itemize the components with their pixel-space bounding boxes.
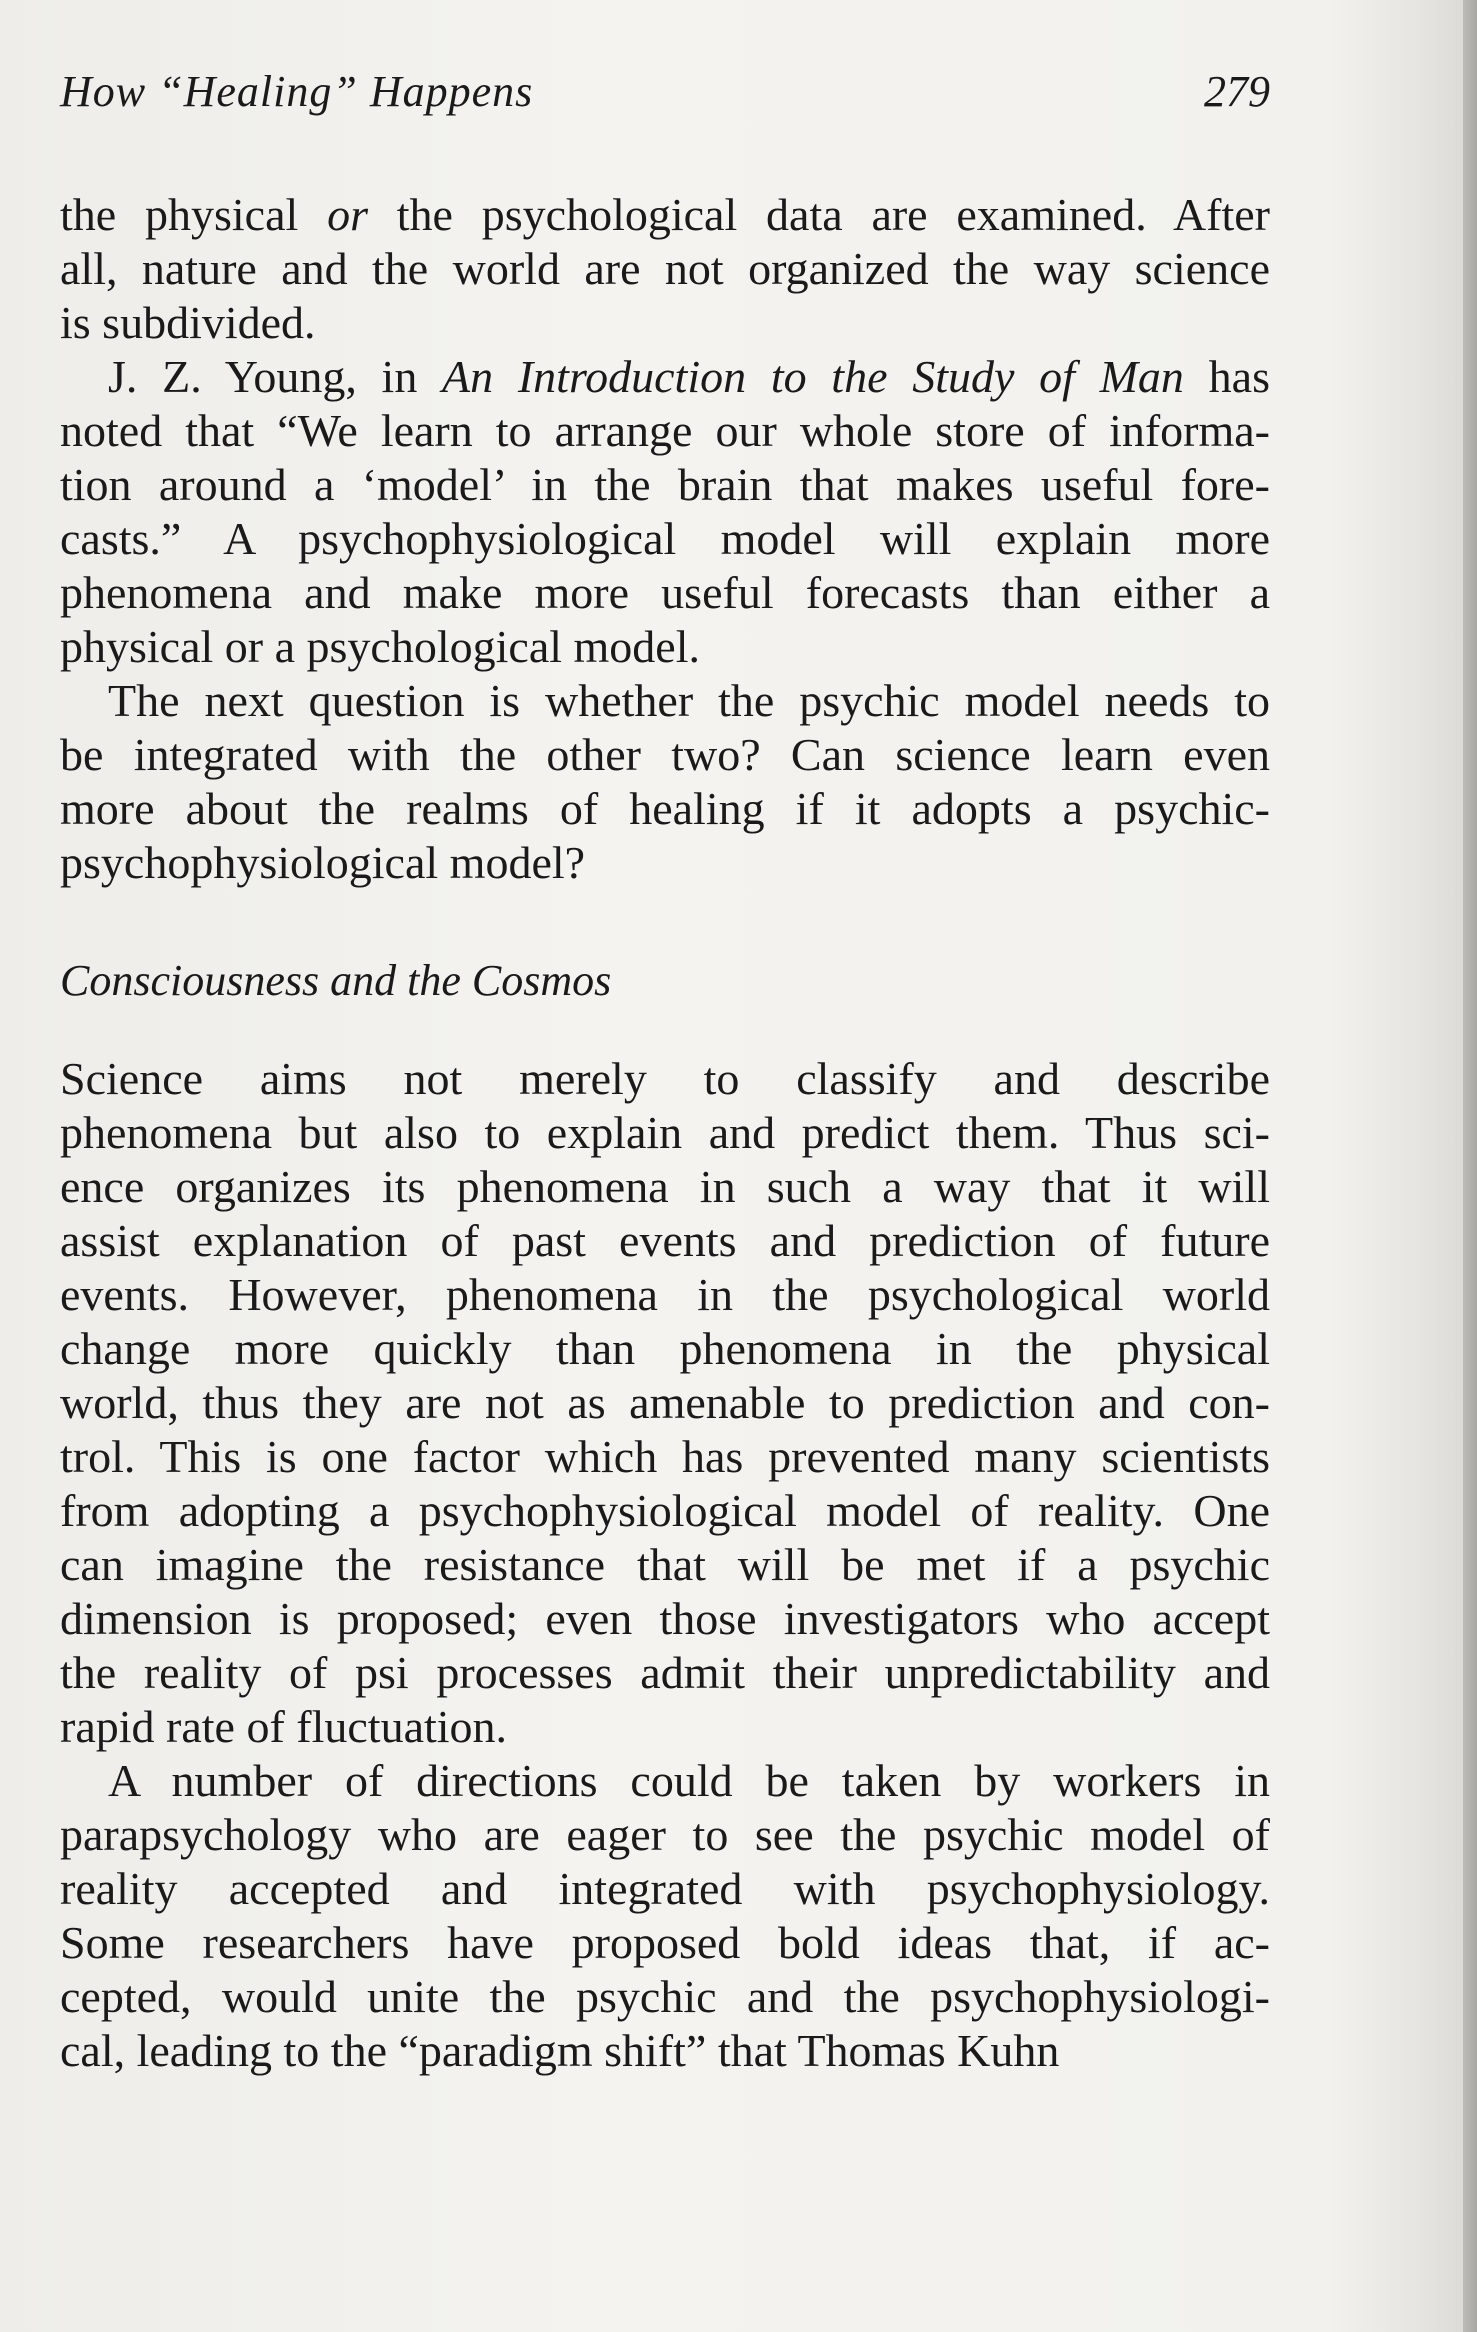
text-line: phenomena but also to explain and predict them. Thus sci- — [60, 1107, 1270, 1158]
text-line: J. Z. Young, in An Introduction to the Study of Man has — [108, 351, 1270, 402]
text-line: ence organizes its phenomena in such a way that it will — [60, 1161, 1270, 1212]
text-line: is subdivided. — [60, 297, 316, 348]
text-line: tion around a ‘model’ in the brain that makes useful fore- — [60, 459, 1270, 510]
page-number: 279 — [1204, 67, 1270, 116]
text-line: the reality of psi processes admit their unpredictability and — [60, 1647, 1270, 1698]
text-line: assist explanation of past events and prediction of future — [60, 1215, 1270, 1266]
text-line: world, thus they are not as amenable to prediction and con- — [60, 1377, 1270, 1428]
opening-paragraphs — [60, 188, 1270, 890]
text-line: physical or a psychological model. — [60, 621, 701, 672]
text-line: cepted, would unite the psychic and the psychophysiologi- — [60, 1971, 1270, 2022]
text-line: psychophysiological model? — [60, 837, 586, 888]
text-line: be integrated with the other two? Can science learn even — [60, 729, 1270, 780]
text-line: more about the realms of healing if it adopts a psychic- — [60, 783, 1270, 834]
text-line: parapsychology who are eager to see the psychic model of — [60, 1809, 1270, 1860]
text-line: all, nature and the world are not organized the way science — [60, 243, 1270, 294]
text-line: A number of directions could be taken by workers in — [108, 1755, 1270, 1806]
paragraph — [60, 188, 1270, 350]
text-line: from adopting a psychophysiological model of reality. One — [60, 1485, 1270, 1536]
text-line: reality accepted and integrated with psychophysiology. — [60, 1863, 1270, 1914]
italic-text: An Introduction to the Study of Man — [442, 351, 1184, 402]
italic-text: or — [327, 189, 368, 240]
paragraph — [60, 674, 1270, 890]
text-line: events. However, phenomena in the psychological world — [60, 1269, 1270, 1320]
page-edge-shadow — [1463, 0, 1477, 2332]
body-text — [60, 188, 1270, 2078]
paragraph — [60, 350, 1270, 674]
text-line: dimension is proposed; even those investigators who accept — [60, 1593, 1270, 1644]
text-line: The next question is whether the psychic model needs to — [108, 675, 1270, 726]
running-head — [60, 66, 1270, 126]
text-line: rapid rate of fluctuation. — [60, 1701, 508, 1752]
text-line: the physical or the psychological data are examined. After — [60, 189, 1270, 240]
text-line: Science aims not merely to classify and describe — [60, 1053, 1270, 1104]
section-paragraphs — [60, 1052, 1270, 2078]
text-line: trol. This is one factor which has prevented many scientists — [60, 1431, 1270, 1482]
text-line: noted that “We learn to arrange our whole store of informa- — [60, 405, 1270, 456]
text-line: casts.” A psychophysiological model will explain more — [60, 513, 1270, 564]
running-head-title: How “Healing” Happens — [60, 67, 534, 116]
paragraph — [60, 1052, 1270, 1754]
text-line: cal, leading to the “paradigm shift” that Thomas Kuhn — [60, 2025, 1060, 2076]
text-line: change more quickly than phenomena in the physical — [60, 1323, 1270, 1374]
section-heading: Consciousness and the Cosmos — [60, 956, 612, 1005]
paragraph — [60, 1754, 1270, 2078]
text-line: phenomena and make more useful forecasts than either a — [60, 567, 1270, 618]
text-line: Some researchers have proposed bold ideas that, if ac- — [60, 1917, 1270, 1968]
text-line: can imagine the resistance that will be met if a psychic — [60, 1539, 1270, 1590]
